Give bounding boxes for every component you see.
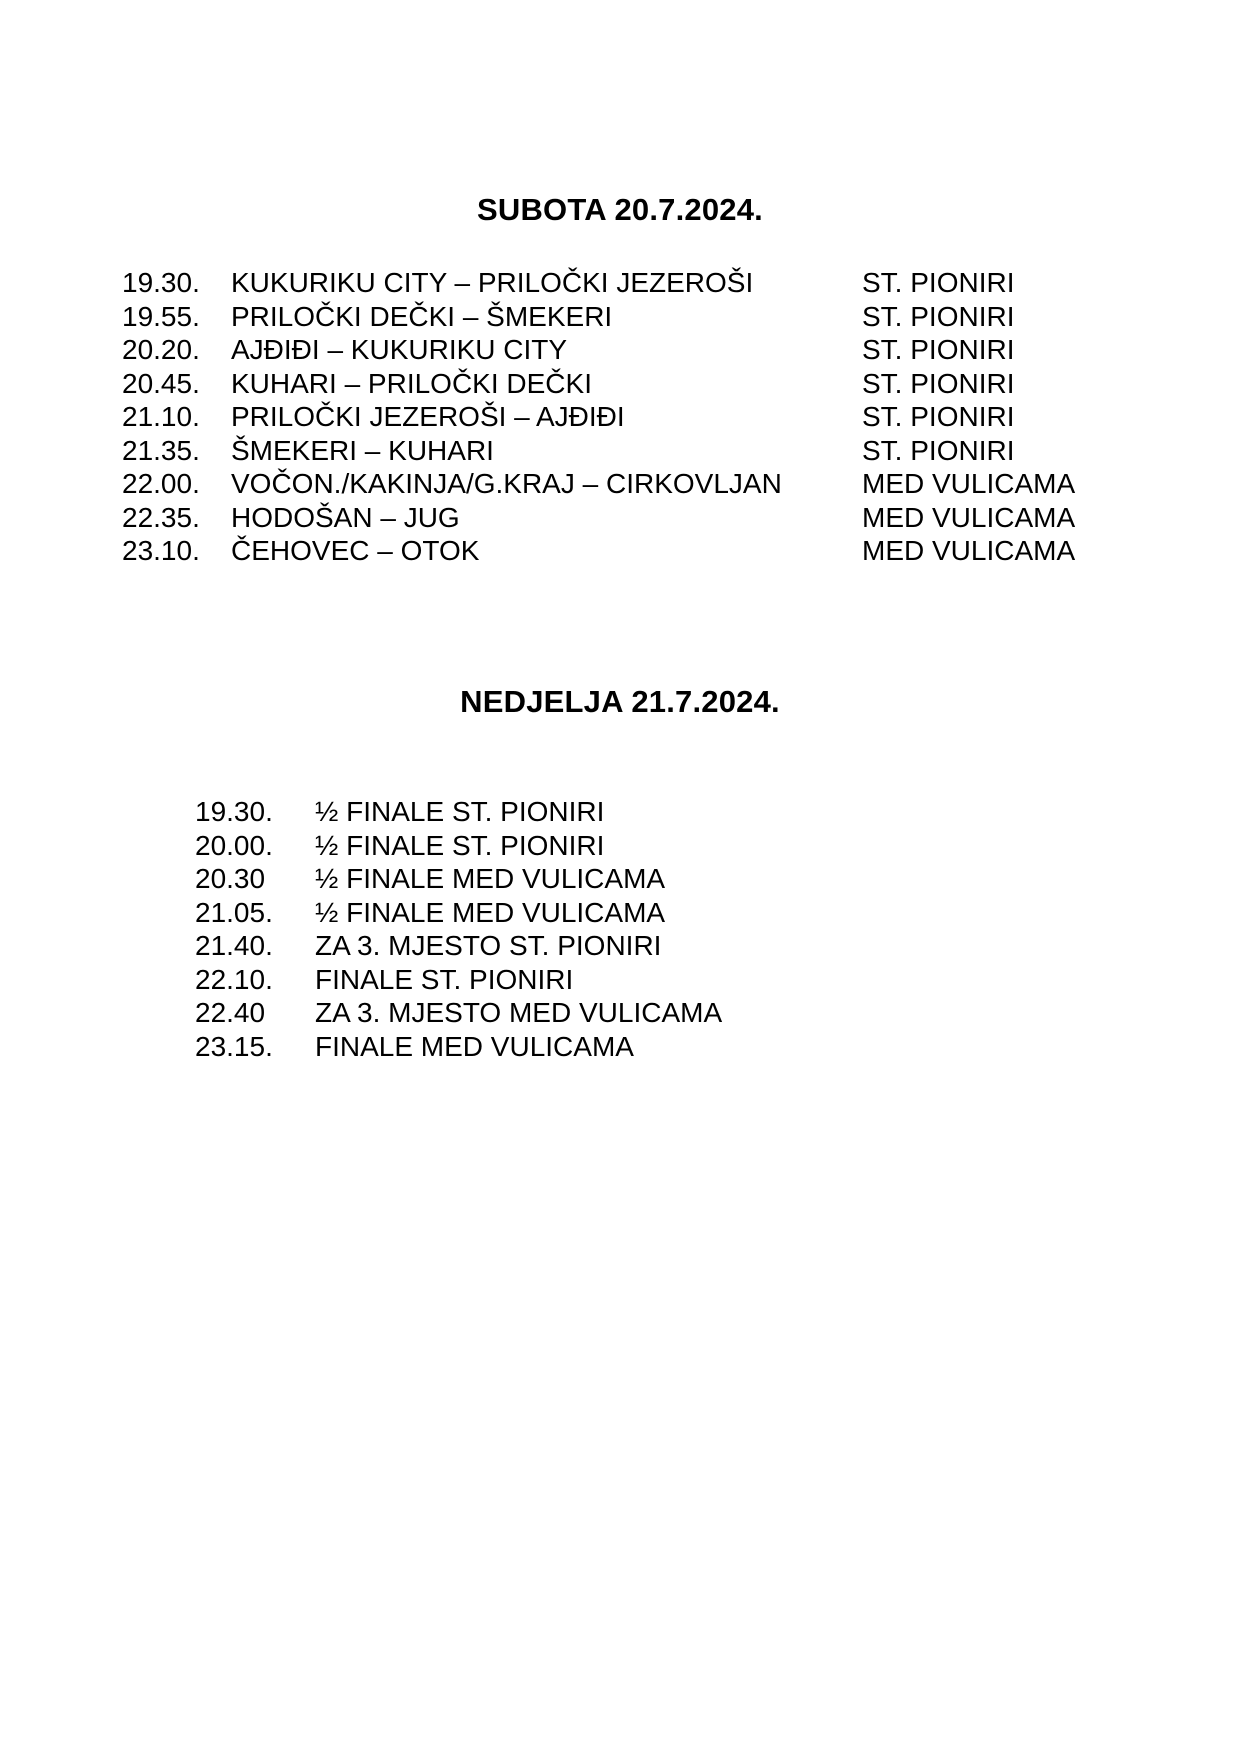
schedule-row — [0, 996, 1240, 1030]
match-venue: MED VULICAMA — [862, 468, 1076, 499]
event-time: 20.00. — [195, 829, 273, 861]
match-time: 21.35. — [122, 434, 200, 466]
schedule-row — [0, 534, 1240, 568]
match-venue: ST. PIONIRI — [862, 334, 1015, 365]
match-venue: ST. PIONIRI — [862, 401, 1015, 432]
event-description: ½ FINALE MED VULICAMA — [315, 863, 666, 894]
match-teams: KUHARI – PRILOČKI DEČKI — [231, 367, 592, 399]
event-description: ½ FINALE MED VULICAMA — [315, 896, 666, 928]
saturday-heading: SUBOTA 20.7.2024. — [477, 192, 763, 227]
schedule-row — [0, 367, 1240, 401]
match-time: 22.35. — [122, 501, 200, 533]
event-time: 22.10. — [195, 963, 273, 995]
match-teams: ČEHOVEC – OTOK — [231, 535, 480, 566]
schedule-row — [0, 266, 1240, 300]
schedule-row — [0, 929, 1240, 963]
schedule-row — [0, 963, 1240, 997]
event-description: FINALE MED VULICAMA — [315, 1030, 634, 1062]
event-description: ½ FINALE ST. PIONIRI — [315, 829, 605, 861]
match-teams: PRILOČKI JEZEROŠI – AJĐIĐI — [231, 401, 625, 432]
sunday-schedule — [0, 795, 1240, 1063]
event-description: ZA 3. MJESTO ST. PIONIRI — [315, 930, 662, 961]
match-venue: MED VULICAMA — [862, 501, 1076, 533]
saturday-schedule — [0, 266, 1240, 568]
event-time: 23.15. — [195, 1030, 273, 1062]
schedule-row — [0, 896, 1240, 930]
match-teams: PRILOČKI DEČKI – ŠMEKERI — [231, 300, 613, 332]
schedule-row — [0, 333, 1240, 367]
schedule-row — [0, 501, 1240, 535]
match-venue: ST. PIONIRI — [862, 300, 1015, 332]
schedule-row — [0, 434, 1240, 468]
match-venue: ST. PIONIRI — [862, 267, 1015, 298]
match-time: 22.00. — [122, 468, 200, 499]
schedule-row — [0, 829, 1240, 863]
event-time: 21.40. — [195, 930, 273, 961]
event-description: ZA 3. MJESTO MED VULICAMA — [315, 997, 723, 1028]
schedule-row — [0, 862, 1240, 896]
schedule-row — [0, 300, 1240, 334]
match-time: 21.10. — [122, 401, 200, 432]
event-time: 20.30 — [195, 863, 266, 894]
match-teams: HODOŠAN – JUG — [231, 501, 460, 533]
event-description: ½ FINALE ST. PIONIRI — [315, 796, 605, 827]
schedule-row — [0, 467, 1240, 501]
event-time: 21.05. — [195, 896, 273, 928]
match-venue: ST. PIONIRI — [862, 434, 1015, 466]
event-time: 22.40 — [195, 997, 266, 1028]
match-time: 19.55. — [122, 300, 200, 332]
schedule-row — [0, 795, 1240, 829]
match-venue: ST. PIONIRI — [862, 367, 1015, 399]
match-time: 23.10. — [122, 535, 200, 566]
event-description: FINALE ST. PIONIRI — [315, 963, 574, 995]
match-teams: AJĐIĐI – KUKURIKU CITY — [231, 334, 568, 365]
schedule-row — [0, 400, 1240, 434]
event-time: 19.30. — [195, 796, 273, 827]
match-time: 19.30. — [122, 267, 200, 298]
match-venue: MED VULICAMA — [862, 535, 1076, 566]
match-teams: VOČON./KAKINJA/G.KRAJ – CIRKOVLJAN — [231, 468, 782, 499]
match-time: 20.45. — [122, 367, 200, 399]
match-time: 20.20. — [122, 334, 200, 365]
match-teams: ŠMEKERI – KUHARI — [231, 434, 494, 466]
match-teams: KUKURIKU CITY – PRILOČKI JEZEROŠI — [231, 267, 754, 298]
sunday-heading: NEDJELJA 21.7.2024. — [460, 684, 780, 719]
schedule-row — [0, 1030, 1240, 1064]
